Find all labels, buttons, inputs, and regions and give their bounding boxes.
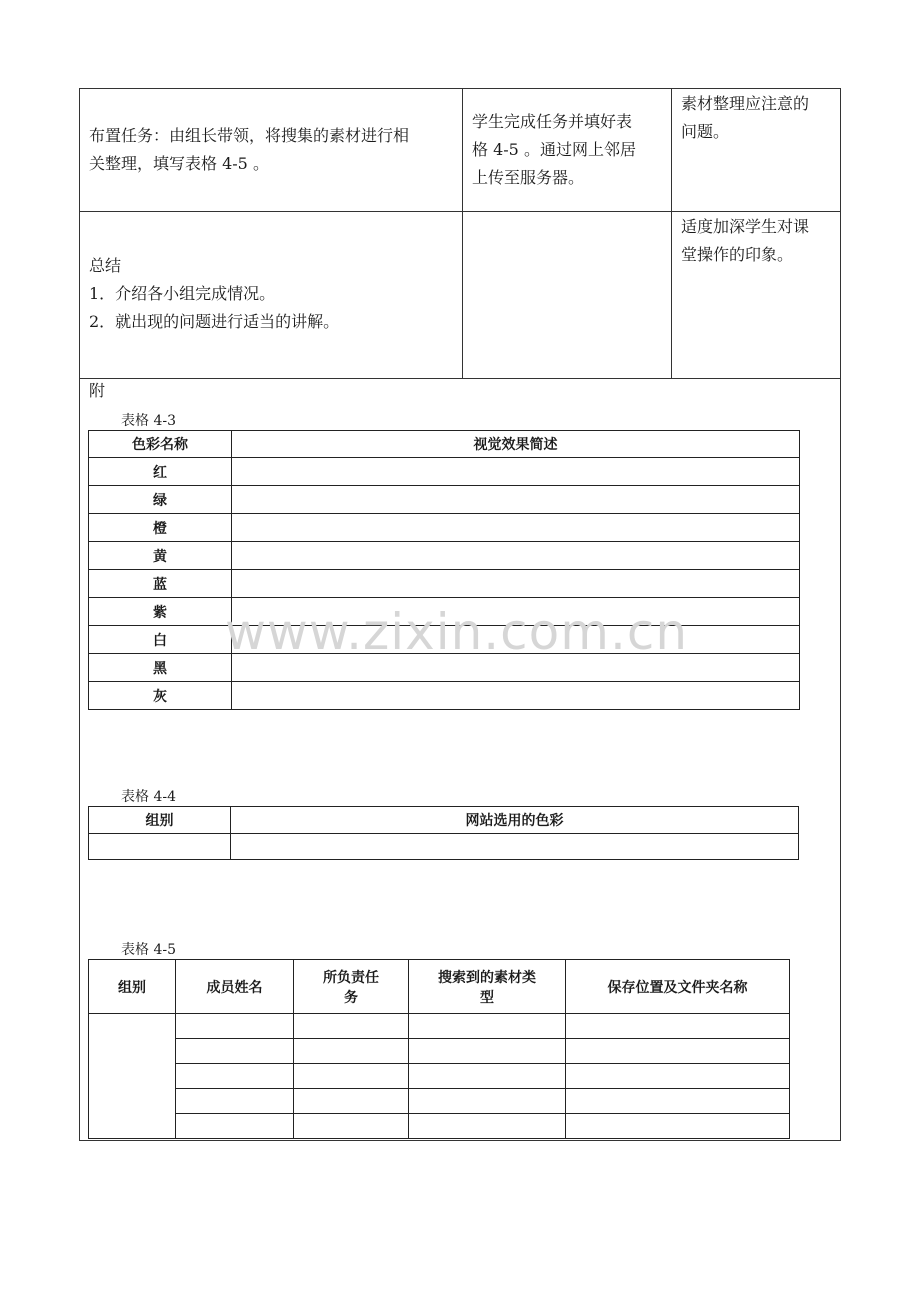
text-line: 素材整理应注意的 — [681, 94, 810, 113]
col-header-member-name: 成员姓名 — [176, 960, 294, 1014]
frame-bottom — [79, 1140, 841, 1141]
blank-cell[interactable] — [232, 486, 800, 514]
col-header-task — [294, 960, 409, 1014]
row-divider-1 — [79, 211, 841, 212]
header-line: 搜索到的素材类 — [438, 969, 536, 986]
text-line: 1．介绍各小组完成情况。 — [89, 284, 276, 303]
summary — [89, 252, 459, 336]
color-cell: 白 — [89, 626, 232, 654]
text-line: 布置任务：由组长带领，将搜集的素材进行相 — [89, 126, 410, 145]
text-line: 格 4-5 。通过网上邻居 — [472, 140, 636, 159]
student-activity — [472, 108, 668, 192]
table-4-3 — [88, 430, 800, 710]
blank-cell[interactable] — [566, 1014, 790, 1039]
blank-cell[interactable] — [566, 1089, 790, 1114]
color-cell: 橙 — [89, 514, 232, 542]
col-divider-2 — [671, 88, 672, 379]
col-header-save-location: 保存位置及文件夹名称 — [566, 960, 790, 1014]
design-intent — [681, 90, 839, 146]
color-cell: 红 — [89, 458, 232, 486]
blank-cell[interactable] — [294, 1014, 409, 1039]
blank-cell[interactable] — [294, 1089, 409, 1114]
header-line: 型 — [480, 989, 494, 1006]
text-line: 2．就出现的问题进行适当的讲解。 — [89, 312, 340, 331]
blank-cell[interactable] — [566, 1114, 790, 1139]
blank-cell[interactable] — [294, 1064, 409, 1089]
color-cell: 绿 — [89, 486, 232, 514]
blank-cell[interactable] — [409, 1089, 566, 1114]
text-line: 问题。 — [681, 122, 730, 141]
text-line: 堂操作的印象。 — [681, 245, 794, 264]
row-divider-2 — [79, 378, 841, 379]
frame-left — [79, 88, 80, 1141]
text-line: 上传至服务器。 — [472, 168, 585, 187]
blank-cell[interactable] — [232, 682, 800, 710]
blank-cell[interactable] — [232, 570, 800, 598]
blank-cell[interactable] — [409, 1064, 566, 1089]
blank-cell[interactable] — [232, 458, 800, 486]
blank-cell[interactable] — [176, 1039, 294, 1064]
blank-cell[interactable] — [409, 1014, 566, 1039]
col-header-group: 组别 — [89, 807, 231, 834]
text-line: 关整理，填写表格 4-5 。 — [89, 154, 269, 173]
color-cell: 紫 — [89, 598, 232, 626]
col-header-material-type — [409, 960, 566, 1014]
table-4-4-caption: 表格 4-4 — [121, 789, 176, 805]
blank-cell[interactable] — [176, 1114, 294, 1139]
blank-cell[interactable] — [89, 834, 231, 860]
col-header-visual-effect: 视觉效果简述 — [232, 431, 800, 458]
appendix-label: 附 — [89, 381, 106, 400]
col-divider-1 — [462, 88, 463, 379]
color-cell: 黄 — [89, 542, 232, 570]
blank-cell[interactable] — [294, 1114, 409, 1139]
blank-cell[interactable] — [176, 1064, 294, 1089]
blank-cell[interactable] — [232, 514, 800, 542]
color-cell: 灰 — [89, 682, 232, 710]
blank-cell[interactable] — [409, 1114, 566, 1139]
blank-cell[interactable] — [231, 834, 799, 860]
summary-intent — [681, 213, 839, 269]
table-4-4 — [88, 806, 799, 860]
blank-cell[interactable] — [294, 1039, 409, 1064]
table-4-5 — [88, 959, 790, 1139]
frame-right — [840, 88, 841, 1141]
table-4-5-caption: 表格 4-5 — [121, 942, 176, 958]
frame-top — [79, 88, 841, 89]
watermark: www.zixin.com.cn — [225, 603, 689, 661]
blank-cell[interactable] — [232, 542, 800, 570]
col-header-site-colors: 网站选用的色彩 — [231, 807, 799, 834]
header-line: 务 — [344, 989, 358, 1006]
color-cell: 蓝 — [89, 570, 232, 598]
blank-cell[interactable] — [409, 1039, 566, 1064]
text-line: 总结 — [89, 256, 122, 275]
text-line: 适度加深学生对课 — [681, 217, 810, 236]
blank-cell[interactable] — [176, 1089, 294, 1114]
col-header-color-name: 色彩名称 — [89, 431, 232, 458]
text-line: 学生完成任务并填好表 — [472, 112, 633, 131]
task-description — [89, 122, 459, 178]
table-4-3-caption: 表格 4-3 — [121, 413, 176, 429]
col-header-group: 组别 — [89, 960, 176, 1014]
blank-cell[interactable] — [566, 1039, 790, 1064]
blank-cell[interactable] — [566, 1064, 790, 1089]
blank-cell[interactable] — [176, 1014, 294, 1039]
header-line: 所负责任 — [323, 969, 379, 986]
color-cell: 黑 — [89, 654, 232, 682]
group-cell[interactable] — [89, 1014, 176, 1139]
